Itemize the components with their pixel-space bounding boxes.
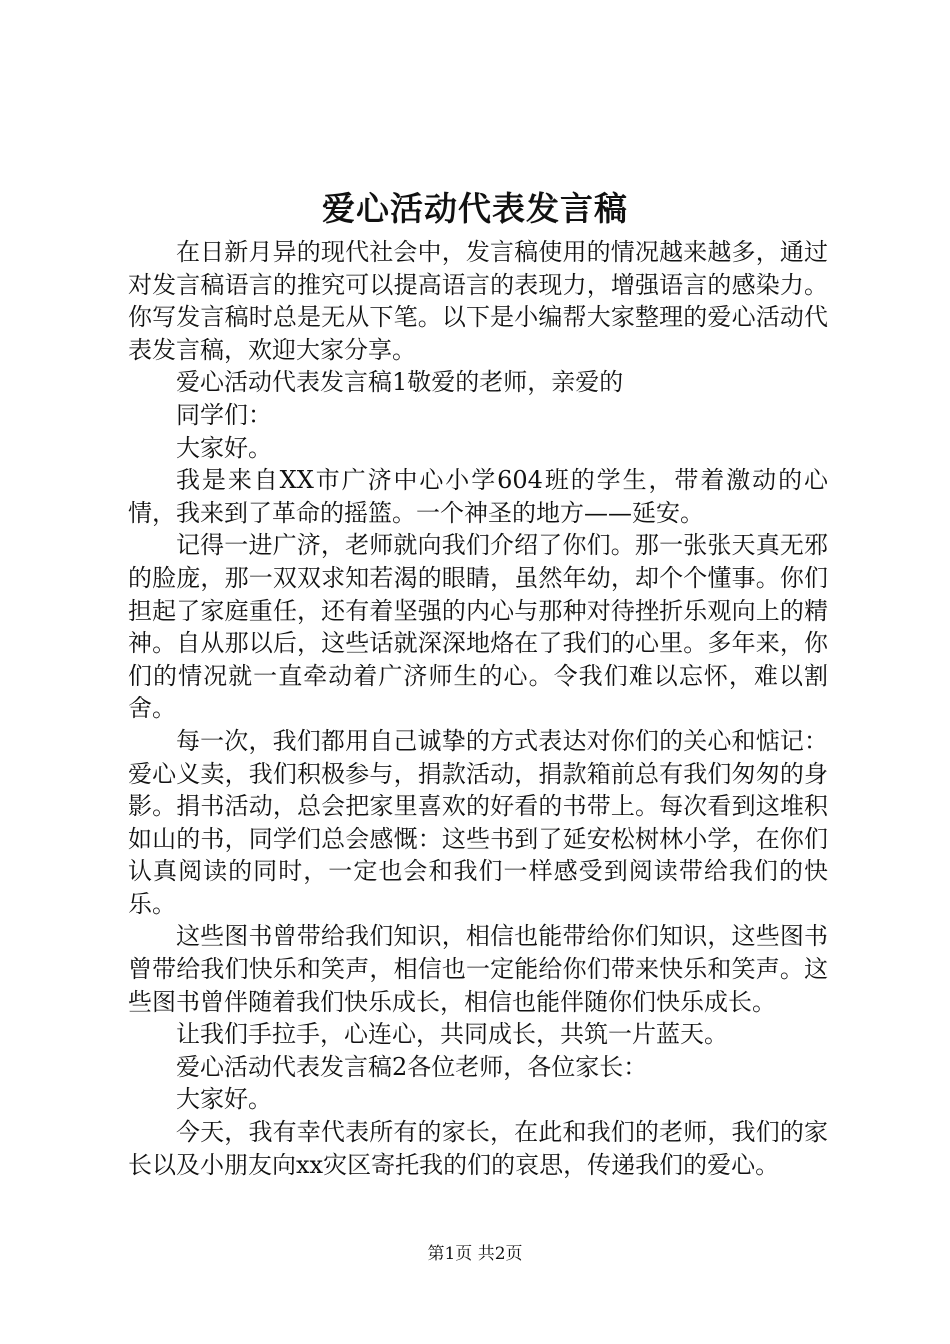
paragraph-speech2-heading: 爱心活动代表发言稿2各位老师，各位家长： [176,1052,648,1081]
paragraph-books: 这些图书曾带给我们知识，相信也能带给你们知识，这些图书曾带给我们快乐和笑声，相信也一定能给你们带来快乐和笑声。这些图书曾伴随着我们快乐成长，相信也能伴随你们快乐成长。 [128,922,828,1016]
page-number-footer: 第1页 共2页 [427,1244,523,1264]
paragraph-intro: 在日新月异的现代社会中，发言稿使用的情况越来越多，通过对发言稿语言的推究可以提高语言的表现力，增强语言的感染力。你写发言稿时总是无从下笔。以下是小编帮大家整理的爱心活动代表发言稿，欢迎大家分享。 [128,238,828,364]
document-body [128,236,828,1181]
paragraph-today: 今天，我有幸代表所有的家长，在此和我们的老师，我们的家长以及小朋友向xx灾区寄托我的们的哀思，传递我们的爱心。 [128,1118,828,1179]
paragraph-speech1-heading: 爱心活动代表发言稿1敬爱的老师，亲爱的 [176,368,624,397]
paragraph-every-time: 每一次，我们都用自己诚挚的方式表达对你们的关心和惦记：爱心义卖，我们积极参与，捐款活动，捐款箱前总有我们匆匆的身影。捐书活动，总会把家里喜欢的好看的书带上。每次看到这堆积如山的书，同学们总会感慨：这些书到了延安松树林小学，在你们认真阅读的同时，一定也会和我们一样感受到阅读带给我们的快乐。 [128,726,828,918]
paragraph-hand-in-hand: 让我们手拉手，心连心，共同成长，共筑一片蓝天。 [176,1020,728,1049]
paragraph-introduction-self: 我是来自XX市广济中心小学604班的学生，带着激动的心情，我来到了革命的摇篮。一个神圣的地方——延安。 [128,466,828,527]
paragraph-salutation-students: 同学们： [176,400,272,429]
paragraph-greeting-2: 大家好。 [176,1085,272,1114]
document-title: 爱心活动代表发言稿 [322,189,628,228]
paragraph-memory: 记得一进广济，老师就向我们介绍了你们。那一张张天真无邪的脸庞，那一双双求知若渴的眼睛，虽然年幼，却个个懂事。你们担起了家庭重任，还有着坚强的内心与那种对待挫折乐观向上的精神。自从那以后，这些话就深深地烙在了我们的心里。多年来，你们的情况就一直牵动着广济师生的心。令我们难以忘怀，难以割舍。 [128,531,828,723]
paragraph-greeting: 大家好。 [176,433,272,462]
